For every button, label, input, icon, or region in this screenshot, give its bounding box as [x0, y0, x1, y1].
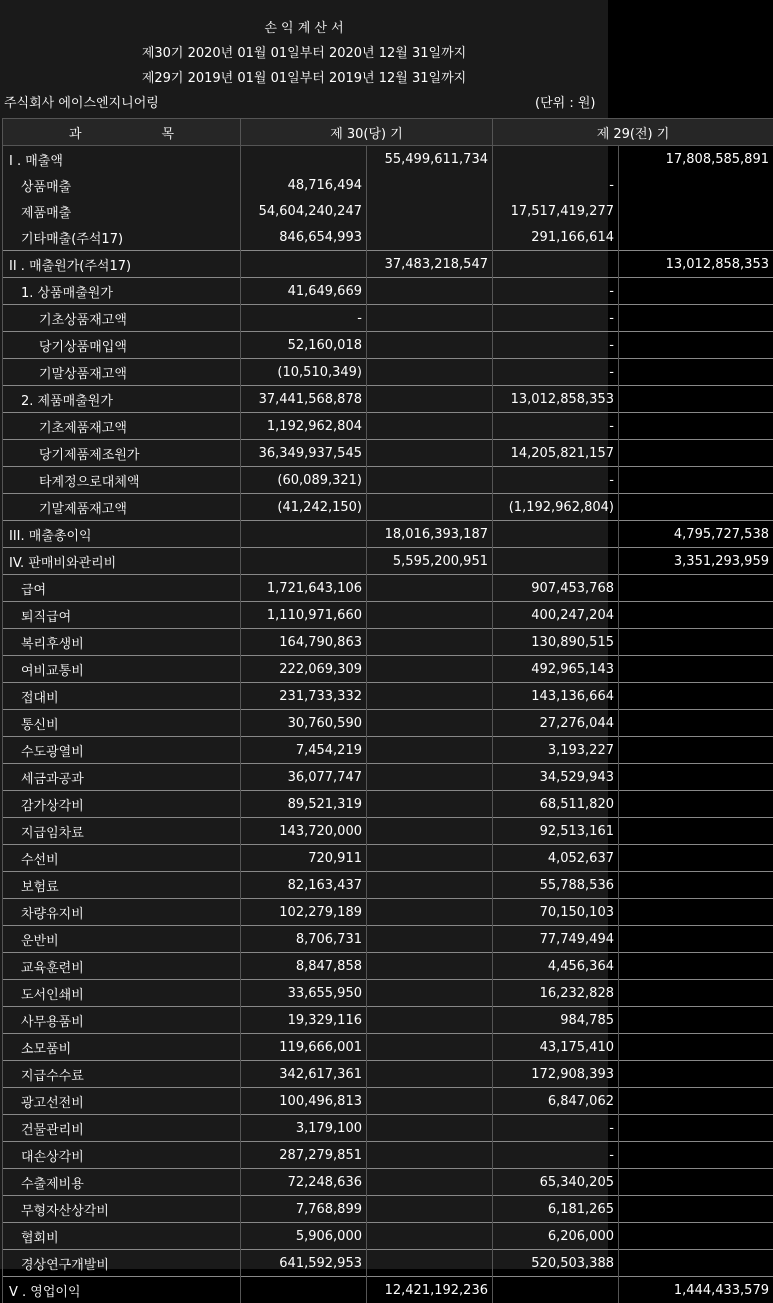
- prior-total-amount: [619, 172, 773, 198]
- current-detail-amount: [241, 1277, 367, 1303]
- row-label: 기타매출(주석17): [3, 224, 241, 251]
- row-label: 상품매출: [3, 172, 241, 198]
- prior-total-amount: [619, 575, 773, 602]
- current-total-amount: [367, 1223, 493, 1250]
- current-detail-amount: 342,617,361: [241, 1061, 367, 1088]
- row-label: 타계정으로대체액: [3, 467, 241, 494]
- prior-total-amount: [619, 926, 773, 953]
- prior-total-amount: [619, 332, 773, 359]
- table-row: [3, 521, 773, 548]
- row-label: 여비교통비: [3, 656, 241, 683]
- row-label: III. 매출총이익: [3, 521, 241, 548]
- company-name: 주식회사 에이스엔지니어링: [4, 92, 159, 111]
- prior-total-amount: [619, 791, 773, 818]
- prior-total-amount: [619, 359, 773, 386]
- current-total-amount: [367, 467, 493, 494]
- current-detail-amount: (41,242,150): [241, 494, 367, 521]
- prior-total-amount: [619, 845, 773, 872]
- prior-detail-amount: 6,847,062: [493, 1088, 619, 1115]
- row-label: 급여: [3, 575, 241, 602]
- table-row: [3, 818, 773, 845]
- row-label: 교육훈련비: [3, 953, 241, 980]
- current-detail-amount: 846,654,993: [241, 224, 367, 251]
- current-total-amount: [367, 656, 493, 683]
- row-label: 협회비: [3, 1223, 241, 1250]
- current-total-amount: [367, 1250, 493, 1277]
- table-row: [3, 602, 773, 629]
- current-detail-amount: (10,510,349): [241, 359, 367, 386]
- prior-detail-amount: 13,012,858,353: [493, 386, 619, 413]
- table-row: [3, 656, 773, 683]
- row-label: 1. 상품매출원가: [3, 278, 241, 305]
- row-label: 수도광열비: [3, 737, 241, 764]
- prior-detail-amount: 77,749,494: [493, 926, 619, 953]
- current-detail-amount: 82,163,437: [241, 872, 367, 899]
- current-total-amount: [367, 953, 493, 980]
- row-label: V . 영업이익: [3, 1277, 241, 1303]
- prior-total-amount: 3,351,293,959: [619, 548, 773, 575]
- current-total-amount: [367, 305, 493, 332]
- prior-detail-amount: 16,232,828: [493, 980, 619, 1007]
- row-label: 복리후생비: [3, 629, 241, 656]
- unit-label: (단위 : 원): [535, 92, 595, 111]
- prior-total-amount: [619, 764, 773, 791]
- row-label: 수출제비용: [3, 1169, 241, 1196]
- prior-detail-amount: -: [493, 1142, 619, 1169]
- prior-total-amount: [619, 602, 773, 629]
- table-row: [3, 224, 773, 251]
- current-detail-amount: 100,496,813: [241, 1088, 367, 1115]
- table-row: [3, 359, 773, 386]
- table-row: [3, 494, 773, 521]
- table-row: [3, 791, 773, 818]
- table-row: [3, 146, 773, 173]
- current-total-amount: [367, 198, 493, 224]
- row-label: 수선비: [3, 845, 241, 872]
- table-row: [3, 1223, 773, 1250]
- row-label: 도서인쇄비: [3, 980, 241, 1007]
- row-label: 차량유지비: [3, 899, 241, 926]
- prior-total-amount: [619, 386, 773, 413]
- row-label: 운반비: [3, 926, 241, 953]
- current-total-amount: [367, 764, 493, 791]
- table-row: [3, 1034, 773, 1061]
- current-detail-amount: 641,592,953: [241, 1250, 367, 1277]
- prior-detail-amount: -: [493, 467, 619, 494]
- table-row: [3, 764, 773, 791]
- prior-detail-amount: [493, 548, 619, 575]
- prior-detail-amount: 92,513,161: [493, 818, 619, 845]
- current-detail-amount: (60,089,321): [241, 467, 367, 494]
- current-total-amount: [367, 413, 493, 440]
- prior-detail-amount: 14,205,821,157: [493, 440, 619, 467]
- row-label: 퇴직급여: [3, 602, 241, 629]
- current-total-amount: [367, 440, 493, 467]
- current-total-amount: [367, 629, 493, 656]
- row-label: 기말제품재고액: [3, 494, 241, 521]
- current-total-amount: 18,016,393,187: [367, 521, 493, 548]
- table-row: [3, 278, 773, 305]
- current-detail-amount: 231,733,332: [241, 683, 367, 710]
- prior-total-amount: [619, 278, 773, 305]
- current-total-amount: 12,421,192,236: [367, 1277, 493, 1303]
- prior-detail-amount: 4,456,364: [493, 953, 619, 980]
- current-total-amount: [367, 818, 493, 845]
- prior-detail-amount: [493, 146, 619, 173]
- header-item: 과 목: [3, 119, 241, 146]
- prior-total-amount: [619, 413, 773, 440]
- row-label: 무형자산상각비: [3, 1196, 241, 1223]
- row-label: 대손상각비: [3, 1142, 241, 1169]
- prior-detail-amount: 27,276,044: [493, 710, 619, 737]
- prior-total-amount: [619, 1169, 773, 1196]
- prior-detail-amount: 907,453,768: [493, 575, 619, 602]
- table-row: [3, 198, 773, 224]
- table-row: [3, 1115, 773, 1142]
- prior-detail-amount: 55,788,536: [493, 872, 619, 899]
- current-total-amount: [367, 1115, 493, 1142]
- current-detail-amount: 720,911: [241, 845, 367, 872]
- prior-total-amount: [619, 1088, 773, 1115]
- prior-total-amount: 1,444,433,579: [619, 1277, 773, 1303]
- row-label: 지급임차료: [3, 818, 241, 845]
- row-label: 당기제품제조원가: [3, 440, 241, 467]
- prior-total-amount: [619, 224, 773, 251]
- prior-total-amount: [619, 1115, 773, 1142]
- prior-total-amount: [619, 818, 773, 845]
- prior-detail-amount: 70,150,103: [493, 899, 619, 926]
- current-total-amount: [367, 1169, 493, 1196]
- table-row: [3, 467, 773, 494]
- current-detail-amount: 143,720,000: [241, 818, 367, 845]
- prior-total-amount: [619, 953, 773, 980]
- prior-total-amount: [619, 872, 773, 899]
- prior-total-amount: [619, 1142, 773, 1169]
- table-row: [3, 872, 773, 899]
- prior-total-amount: [619, 1250, 773, 1277]
- row-label: 경상연구개발비: [3, 1250, 241, 1277]
- prior-total-amount: [619, 710, 773, 737]
- row-label: IV. 판매비와관리비: [3, 548, 241, 575]
- prior-total-amount: [619, 1061, 773, 1088]
- row-label: 광고선전비: [3, 1088, 241, 1115]
- row-label: 통신비: [3, 710, 241, 737]
- current-total-amount: 5,595,200,951: [367, 548, 493, 575]
- prior-detail-amount: 291,166,614: [493, 224, 619, 251]
- current-detail-amount: 164,790,863: [241, 629, 367, 656]
- current-total-amount: 37,483,218,547: [367, 251, 493, 278]
- table-row: [3, 1277, 773, 1303]
- table-row: [3, 683, 773, 710]
- table-row: [3, 251, 773, 278]
- table-row: [3, 1142, 773, 1169]
- current-detail-amount: 89,521,319: [241, 791, 367, 818]
- prior-detail-amount: 43,175,410: [493, 1034, 619, 1061]
- prior-detail-amount: -: [493, 359, 619, 386]
- current-total-amount: [367, 710, 493, 737]
- current-detail-amount: 1,110,971,660: [241, 602, 367, 629]
- prior-detail-amount: [493, 521, 619, 548]
- table-row: [3, 172, 773, 198]
- current-total-amount: [367, 278, 493, 305]
- table-row: [3, 926, 773, 953]
- current-detail-amount: 5,906,000: [241, 1223, 367, 1250]
- current-detail-amount: 8,706,731: [241, 926, 367, 953]
- table-row: [3, 845, 773, 872]
- prior-detail-amount: -: [493, 332, 619, 359]
- prior-total-amount: [619, 494, 773, 521]
- current-total-amount: [367, 1088, 493, 1115]
- prior-detail-amount: -: [493, 413, 619, 440]
- period-current: 제30기 2020년 01월 01일부터 2020년 12월 31일까지: [0, 42, 608, 61]
- row-label: 기말상품재고액: [3, 359, 241, 386]
- row-label: 감가상각비: [3, 791, 241, 818]
- row-label: 사무용품비: [3, 1007, 241, 1034]
- current-detail-amount: 33,655,950: [241, 980, 367, 1007]
- current-detail-amount: 36,349,937,545: [241, 440, 367, 467]
- table-row: [3, 953, 773, 980]
- current-detail-amount: 1,192,962,804: [241, 413, 367, 440]
- prior-total-amount: [619, 980, 773, 1007]
- current-detail-amount: 19,329,116: [241, 1007, 367, 1034]
- table-row: [3, 305, 773, 332]
- current-detail-amount: [241, 146, 367, 173]
- current-total-amount: [367, 980, 493, 1007]
- row-label: 접대비: [3, 683, 241, 710]
- table-row: [3, 980, 773, 1007]
- prior-detail-amount: 492,965,143: [493, 656, 619, 683]
- current-detail-amount: 30,760,590: [241, 710, 367, 737]
- table-row: [3, 413, 773, 440]
- row-label: 건물관리비: [3, 1115, 241, 1142]
- table-row: [3, 1007, 773, 1034]
- table-row: [3, 332, 773, 359]
- current-total-amount: [367, 1007, 493, 1034]
- prior-total-amount: [619, 1034, 773, 1061]
- prior-total-amount: [619, 629, 773, 656]
- statement-title: 손 익 계 산 서: [0, 17, 608, 36]
- table-row: [3, 629, 773, 656]
- current-total-amount: [367, 602, 493, 629]
- prior-detail-amount: 17,517,419,277: [493, 198, 619, 224]
- table-row: [3, 1088, 773, 1115]
- header-prior-period: 제 29(전) 기: [493, 119, 773, 146]
- prior-total-amount: [619, 899, 773, 926]
- current-detail-amount: [241, 548, 367, 575]
- current-detail-amount: 54,604,240,247: [241, 198, 367, 224]
- current-total-amount: [367, 1142, 493, 1169]
- row-label: 세금과공과: [3, 764, 241, 791]
- table-header: [3, 119, 773, 146]
- prior-detail-amount: 143,136,664: [493, 683, 619, 710]
- prior-detail-amount: (1,192,962,804): [493, 494, 619, 521]
- prior-detail-amount: [493, 1277, 619, 1303]
- prior-total-amount: [619, 1223, 773, 1250]
- header-current-period: 제 30(당) 기: [241, 119, 493, 146]
- current-detail-amount: 102,279,189: [241, 899, 367, 926]
- table-row: [3, 575, 773, 602]
- current-total-amount: [367, 224, 493, 251]
- prior-detail-amount: 6,181,265: [493, 1196, 619, 1223]
- current-detail-amount: 287,279,851: [241, 1142, 367, 1169]
- prior-detail-amount: 3,193,227: [493, 737, 619, 764]
- prior-total-amount: [619, 467, 773, 494]
- current-total-amount: [367, 926, 493, 953]
- current-total-amount: [367, 1061, 493, 1088]
- current-detail-amount: [241, 521, 367, 548]
- current-detail-amount: 7,454,219: [241, 737, 367, 764]
- prior-detail-amount: -: [493, 1115, 619, 1142]
- row-label: 당기상품매입액: [3, 332, 241, 359]
- row-label: 소모품비: [3, 1034, 241, 1061]
- prior-total-amount: [619, 198, 773, 224]
- prior-detail-amount: 400,247,204: [493, 602, 619, 629]
- table-row: [3, 710, 773, 737]
- current-detail-amount: -: [241, 305, 367, 332]
- current-total-amount: [367, 872, 493, 899]
- row-label: 지급수수료: [3, 1061, 241, 1088]
- current-detail-amount: 1,721,643,106: [241, 575, 367, 602]
- row-label: I . 매출액: [3, 146, 241, 173]
- current-total-amount: [367, 845, 493, 872]
- prior-detail-amount: -: [493, 305, 619, 332]
- current-total-amount: [367, 359, 493, 386]
- table-row: [3, 899, 773, 926]
- prior-detail-amount: 4,052,637: [493, 845, 619, 872]
- table-row: [3, 737, 773, 764]
- current-detail-amount: 36,077,747: [241, 764, 367, 791]
- current-detail-amount: 37,441,568,878: [241, 386, 367, 413]
- prior-detail-amount: -: [493, 172, 619, 198]
- current-total-amount: [367, 1034, 493, 1061]
- current-total-amount: [367, 332, 493, 359]
- prior-detail-amount: 68,511,820: [493, 791, 619, 818]
- row-label: 기초상품재고액: [3, 305, 241, 332]
- current-detail-amount: 119,666,001: [241, 1034, 367, 1061]
- current-detail-amount: 7,768,899: [241, 1196, 367, 1223]
- current-total-amount: [367, 683, 493, 710]
- prior-total-amount: [619, 440, 773, 467]
- current-detail-amount: 52,160,018: [241, 332, 367, 359]
- prior-detail-amount: -: [493, 278, 619, 305]
- current-total-amount: [367, 172, 493, 198]
- current-total-amount: [367, 791, 493, 818]
- prior-detail-amount: 130,890,515: [493, 629, 619, 656]
- row-label: II . 매출원가(주석17): [3, 251, 241, 278]
- table-row: [3, 440, 773, 467]
- current-detail-amount: 3,179,100: [241, 1115, 367, 1142]
- table-row: [3, 1196, 773, 1223]
- prior-detail-amount: 520,503,388: [493, 1250, 619, 1277]
- prior-detail-amount: [493, 251, 619, 278]
- table-row: [3, 1169, 773, 1196]
- current-detail-amount: [241, 251, 367, 278]
- current-detail-amount: 72,248,636: [241, 1169, 367, 1196]
- current-total-amount: [367, 386, 493, 413]
- prior-detail-amount: 65,340,205: [493, 1169, 619, 1196]
- current-detail-amount: 8,847,858: [241, 953, 367, 980]
- current-total-amount: [367, 1196, 493, 1223]
- prior-total-amount: 4,795,727,538: [619, 521, 773, 548]
- table-row: [3, 1250, 773, 1277]
- prior-detail-amount: 172,908,393: [493, 1061, 619, 1088]
- prior-total-amount: [619, 1007, 773, 1034]
- prior-detail-amount: 6,206,000: [493, 1223, 619, 1250]
- prior-total-amount: [619, 737, 773, 764]
- current-detail-amount: 222,069,309: [241, 656, 367, 683]
- row-label: 2. 제품매출원가: [3, 386, 241, 413]
- row-label: 보험료: [3, 872, 241, 899]
- prior-total-amount: 13,012,858,353: [619, 251, 773, 278]
- current-detail-amount: 41,649,669: [241, 278, 367, 305]
- prior-total-amount: [619, 656, 773, 683]
- prior-total-amount: [619, 1196, 773, 1223]
- current-total-amount: [367, 899, 493, 926]
- current-total-amount: [367, 575, 493, 602]
- table-row: [3, 386, 773, 413]
- current-total-amount: [367, 737, 493, 764]
- table-row: [3, 548, 773, 575]
- period-prior: 제29기 2019년 01월 01일부터 2019년 12월 31일까지: [0, 67, 608, 86]
- prior-detail-amount: 34,529,943: [493, 764, 619, 791]
- prior-detail-amount: 984,785: [493, 1007, 619, 1034]
- table-row: [3, 1061, 773, 1088]
- prior-total-amount: [619, 305, 773, 332]
- current-total-amount: [367, 494, 493, 521]
- income-statement-table: [2, 118, 773, 1303]
- prior-total-amount: 17,808,585,891: [619, 146, 773, 173]
- prior-total-amount: [619, 683, 773, 710]
- current-detail-amount: 48,716,494: [241, 172, 367, 198]
- current-total-amount: 55,499,611,734: [367, 146, 493, 173]
- row-label: 기초제품재고액: [3, 413, 241, 440]
- row-label: 제품매출: [3, 198, 241, 224]
